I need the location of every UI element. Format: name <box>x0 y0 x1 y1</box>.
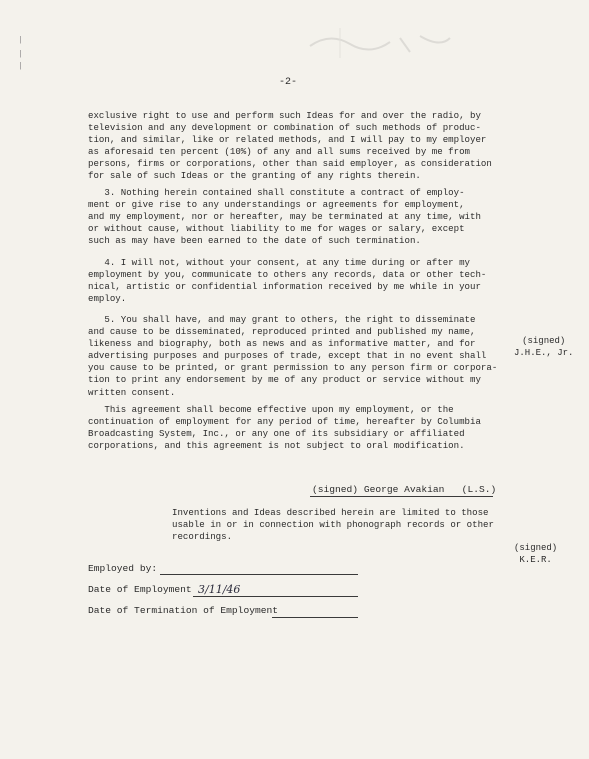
inventions-note: Inventions and Ideas described herein are limited to those usable in or in connection with phonograph records or other recordings. <box>172 507 494 542</box>
employed-by-line <box>160 574 358 575</box>
paragraph-effective: This agreement shall become effective upon my employment, or the continuation of employment for any period of time, hereafter by Columbia Broadcasting System, Inc., or any one of its subsidiary or affiliated corporations, and this agreement is not subject to oral modification. <box>88 404 481 452</box>
signature-line: (signed) George Avakian (L.S.) <box>312 484 497 495</box>
margin-signature-ker: (signed) K.E.R. <box>514 543 558 565</box>
edge-mark: | <box>18 50 23 59</box>
edge-mark: | <box>18 62 23 71</box>
bleed-through-mark <box>300 28 460 58</box>
edge-mark: | <box>18 36 23 45</box>
date-employment-value: 3/11/46 <box>198 583 241 596</box>
date-termination-line <box>272 617 358 618</box>
paragraph-5: 5. You shall have, and may grant to others, the right to disseminate and cause to be disseminated, reproduced printed and published my name, likeness and biography, both as news and as informative matter, and for advertising purposes and purposes of trade, except that in no event shall you cause to be printed, or grant permission to any person firm or corpora- tion to print any endorsement by me of any product or service without my written consent. <box>88 314 498 398</box>
date-employment-line <box>193 596 358 597</box>
paragraph-continuation: exclusive right to use and perform such Ideas for and over the radio, by television and any development or combination of such methods of produc- tion, and similar, like or related methods, and I will pay to my employer as aforesaid ten percent (10%) of any and all sums received by me from persons, firms or corporations, other than said employer, as consideration for sale of such Ideas or the granting of any rights therein. <box>88 110 492 182</box>
date-termination-label: Date of Termination of Employment <box>88 605 278 616</box>
employed-by-label: Employed by: <box>88 563 158 574</box>
paragraph-4: 4. I will not, without your consent, at any time during or after my employment by you, communicate to others any records, data or other tech- nical, artistic or confidential information received by me while in your employ. <box>88 257 487 305</box>
margin-signature-jhe: (signed) J.H.E., Jr. <box>514 336 574 358</box>
paragraph-3: 3. Nothing herein contained shall constitute a contract of employ- ment or give rise to any understandings or agreements for employment, and my employment, nor or hereafter, may be terminated at any time, with or without cause, without liability to me for wages or salary, except such as may have been earned to the date of such termination. <box>88 187 481 247</box>
signature-underline <box>310 496 493 497</box>
date-employment-label: Date of Employment <box>88 584 192 595</box>
page-number: -2- <box>279 77 298 88</box>
